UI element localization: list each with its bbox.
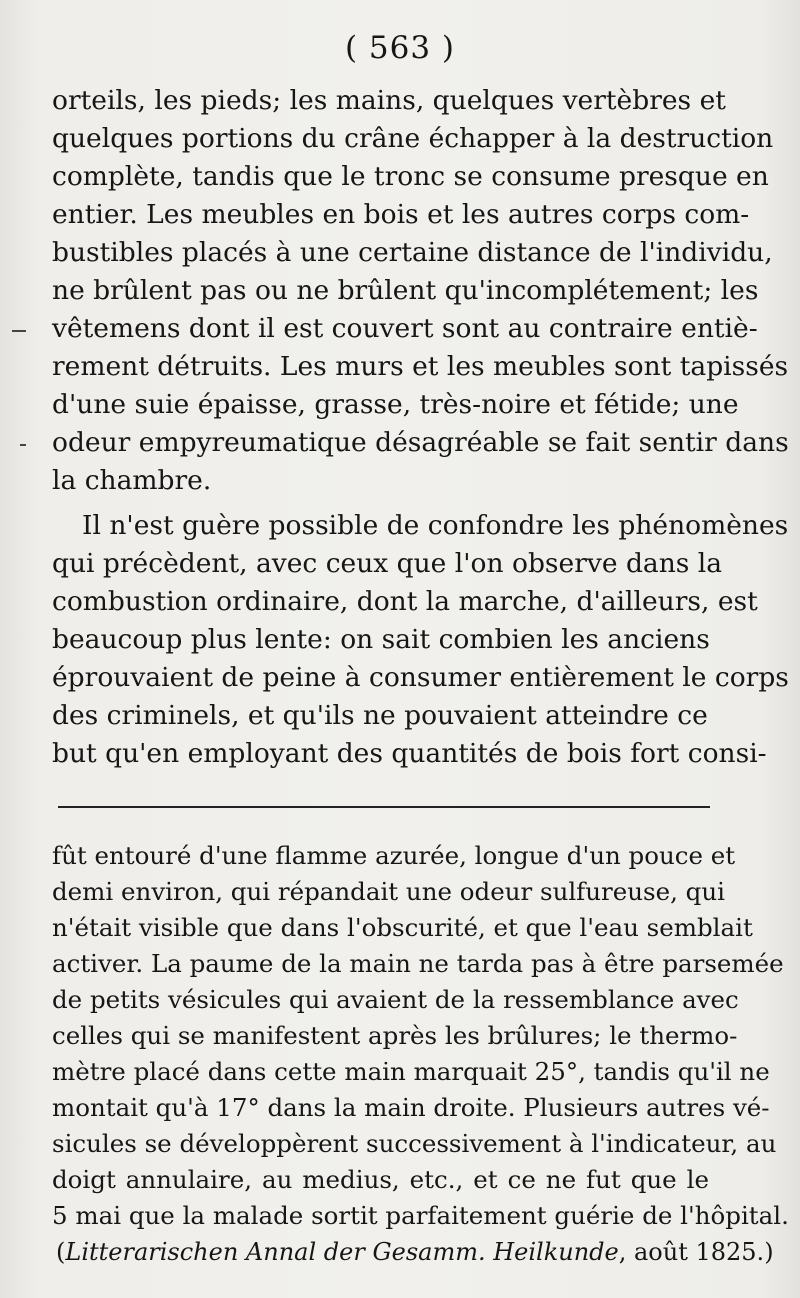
footnote-line: doigt annulaire, au medius, etc., et ce ne fut que le — [52, 1165, 709, 1194]
footnote-line: 5 mai que la malade sortit parfaitement guérie de l'hôpital. — [52, 1201, 789, 1230]
text-line: bustibles placés à une certaine distance de l'individu, — [52, 237, 773, 268]
citation-open: ( — [56, 1238, 66, 1266]
footnote-line: sicules se développèrent successivement à l'indicateur, au — [52, 1129, 777, 1158]
text-line: d'une suie épaisse, grasse, très-noire et fétide; une — [52, 389, 739, 420]
text-line: Il n'est guère possible de confondre les phénomènes — [82, 510, 789, 541]
footnote-line: fût entouré d'une flamme azurée, longue d'un pouce et — [52, 841, 736, 870]
footnote-line: demi environ, qui répandait une odeur sulfureuse, qui — [52, 877, 725, 906]
text-line: qui précèdent, avec ceux que l'on observe dans la — [52, 548, 723, 579]
footnote-line: n'était visible que dans l'obscurité, et que l'eau semblait — [52, 913, 753, 942]
margin-mark — [12, 330, 26, 332]
paragraph-1 — [52, 82, 789, 500]
text-line: beaucoup plus lente: on sait combien les anciens — [52, 624, 710, 655]
citation-source: Litterarischen Annal der Gesamm. Heilkunde — [65, 1238, 619, 1266]
text-line: vêtemens dont il est couvert sont au contraire entiè- — [52, 313, 758, 344]
text-line: quelques portions du crâne échapper à la destruction — [52, 123, 774, 154]
footnote-divider — [58, 806, 710, 808]
text-line: entier. Les meubles en bois et les autres corps com- — [52, 199, 750, 230]
text-line: odeur empyreumatique désagréable se fait sentir dans — [52, 427, 789, 458]
footnote-citation — [52, 1234, 774, 1270]
footnote-line: celles qui se manifestent après les brûlures; le thermo- — [52, 1021, 738, 1050]
footnote — [52, 838, 789, 1270]
text-line: éprouvaient de peine à consumer entièrement le corps — [52, 662, 789, 693]
footnote-line: mètre placé dans cette main marquait 25°, tandis qu'il ne — [52, 1057, 770, 1086]
page-number: ( 563 ) — [344, 30, 456, 66]
margin-mark — [20, 444, 26, 446]
footnote-line: de petits vésicules qui avaient de la ressemblance avec — [52, 985, 739, 1014]
text-line: des criminels, et qu'ils ne pouvaient atteindre ce — [52, 700, 708, 731]
text-line: la chambre. — [52, 465, 212, 496]
citation-date: , août 1825.) — [618, 1238, 774, 1266]
text-line: but qu'en employant des quantités de bois fort consi- — [52, 738, 767, 769]
text-line: ne brûlent pas ou ne brûlent qu'incomplétement; les — [52, 275, 759, 306]
footnote-line: montait qu'à 17° dans la main droite. Plusieurs autres vé- — [52, 1093, 770, 1122]
text-line: rement détruits. Les murs et les meubles sont tapissés — [52, 351, 789, 382]
text-line: complète, tandis que le tronc se consume presque en — [52, 161, 769, 192]
footnote-line: activer. La paume de la main ne tarda pas à être parsemée — [52, 949, 784, 978]
text-line: orteils, les pieds; les mains, quelques vertèbres et — [52, 85, 726, 116]
text-line: combustion ordinaire, dont la marche, d'ailleurs, est — [52, 586, 758, 617]
main-text — [52, 82, 789, 773]
paragraph-2 — [52, 507, 789, 773]
